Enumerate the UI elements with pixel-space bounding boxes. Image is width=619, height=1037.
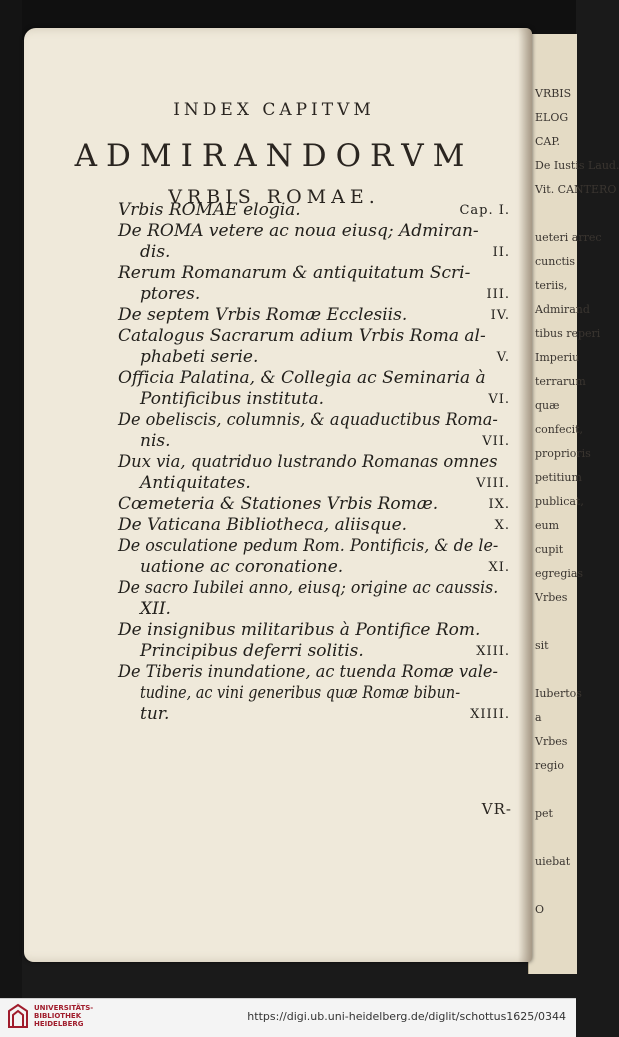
toc-entry xyxy=(118,578,510,620)
facing-page-text: Admirand xyxy=(535,303,590,316)
facing-page-text: cupit xyxy=(535,543,564,556)
toc-entry-text: De septem Vrbis Romæ Ecclesiis. xyxy=(118,305,408,325)
toc-entry-line xyxy=(118,452,510,473)
toc-entry-text: dis. xyxy=(140,242,171,262)
logo-text-line: BIBLIOTHEK xyxy=(34,1012,82,1020)
toc-entry xyxy=(118,662,510,725)
toc-entry-line xyxy=(118,284,510,305)
toc-entry xyxy=(118,200,510,221)
permalink-url[interactable]: https://digi.ub.uni-heidelberg.de/diglit/schottus1625/0344 xyxy=(247,1010,566,1023)
toc-entry-text: Vrbis ROMAE elogia. xyxy=(118,200,301,220)
toc-entry xyxy=(118,515,510,536)
toc-entry-text: Antiquitates. xyxy=(140,473,251,493)
toc-entry-text: De Tiberis inundatione, ac tuenda Romæ vale- xyxy=(118,662,498,682)
toc-entry-text: Catalogus Sacrarum adium Vrbis Roma al- xyxy=(118,326,486,346)
toc-entry-line xyxy=(118,704,510,725)
toc-entry-line xyxy=(118,662,510,683)
index-heading: INDEX CAPITVM xyxy=(173,100,375,120)
toc-entry-text: Rerum Romanarum & antiquitatum Scri- xyxy=(118,263,471,283)
facing-page-text: publicat, xyxy=(535,495,584,508)
toc-entry-text: phabeti serie. xyxy=(140,347,259,367)
toc-entry xyxy=(118,452,510,494)
toc-entry-text: De insignibus militaribus à Pontifice Rom. xyxy=(118,620,481,640)
toc-chapter-number: VIII. xyxy=(476,476,510,491)
toc-entry xyxy=(118,410,510,452)
admirandorum-heading: ADMIRANDORVM xyxy=(74,138,474,174)
toc-chapter-number: Cap. I. xyxy=(459,203,510,218)
toc-entry-text: De osculatione pedum Rom. Pontificis, & de le- xyxy=(118,536,499,556)
toc-entry-line xyxy=(118,473,510,494)
toc-entry-text: Pontificibus instituta. xyxy=(140,389,324,409)
toc-entry-line xyxy=(118,557,510,578)
toc-entry xyxy=(118,326,510,368)
facing-page-text: terrarum xyxy=(535,375,586,388)
toc-entry-line xyxy=(118,389,510,410)
toc-entry xyxy=(118,368,510,410)
toc-entry-text: ptores. xyxy=(140,284,201,304)
facing-page-text: a xyxy=(535,711,542,724)
facing-page-text: tibus reperi xyxy=(535,327,601,340)
toc-chapter-number: IX. xyxy=(488,497,510,512)
toc-entry xyxy=(118,620,510,662)
toc-entry-line xyxy=(118,242,510,263)
toc-chapter-number: VII. xyxy=(482,434,510,449)
facing-page-text: O xyxy=(535,903,545,916)
toc-entry-line xyxy=(118,368,510,389)
toc-entry-text: Cœmeteria & Stationes Vrbis Romæ. xyxy=(118,494,439,514)
toc-entry-line xyxy=(118,599,510,620)
toc-chapter-number: VI. xyxy=(488,392,510,407)
toc-entry-text: XII. xyxy=(140,599,171,619)
facing-page-text: pet xyxy=(535,807,553,820)
facing-page-text: eum xyxy=(535,519,560,532)
page-gutter-shadow xyxy=(518,28,532,962)
toc-entry-text: tudine, ac vini generibus quæ Romæ bibun- xyxy=(140,683,461,703)
toc-entry-line xyxy=(118,536,510,557)
toc-entry-line xyxy=(118,305,510,326)
toc-entry xyxy=(118,305,510,326)
toc-entry-line xyxy=(118,326,510,347)
facing-page-text: quæ xyxy=(535,399,560,412)
toc-entry-line xyxy=(118,578,510,599)
toc-entry xyxy=(118,536,510,578)
urbis-romae-heading: VRBIS ROMAE. xyxy=(168,186,380,208)
facing-page-text: Vit. CANTERO xyxy=(535,183,617,196)
facing-page-text: regio xyxy=(535,759,564,772)
toc-entry-text: nis. xyxy=(140,431,171,451)
toc-entry xyxy=(118,494,510,515)
facing-page-text: cunctis xyxy=(535,255,576,268)
facing-page-text: uiebat xyxy=(535,855,571,868)
toc-entry-text: De ROMA vetere ac noua eiusq; Admiran- xyxy=(118,221,479,241)
toc-chapter-number: XIII. xyxy=(476,644,510,659)
toc-entry-line xyxy=(118,515,510,536)
scan-background-left xyxy=(0,0,22,1000)
toc-entry xyxy=(118,221,510,263)
facing-page-text: Vrbes xyxy=(535,735,568,748)
toc-entry-line xyxy=(118,431,510,452)
facing-page-edge xyxy=(528,34,619,974)
facing-page-text: De Iustis Laud. xyxy=(535,159,619,172)
toc-chapter-number: III. xyxy=(486,287,510,302)
toc-chapter-number: XIIII. xyxy=(470,707,510,722)
toc-entry-text: tur. xyxy=(140,704,170,724)
facing-page-text: Vrbes xyxy=(535,591,568,604)
toc-entry-text: Dux via, quatriduo lustrando Romanas omnes xyxy=(118,452,498,472)
facing-page-text: sit xyxy=(535,639,549,652)
toc-entry-line xyxy=(118,683,510,704)
toc-entry-text: De Vaticana Bibliotheca, aliisque. xyxy=(118,515,408,535)
toc-entry-text: uatione ac coronatione. xyxy=(140,557,344,577)
toc-entry xyxy=(118,263,510,305)
university-library-logo-text xyxy=(34,1004,93,1028)
facing-page-text: CAP. xyxy=(535,135,561,148)
toc-entry-line xyxy=(118,494,510,515)
facing-page-text: petitium xyxy=(535,471,582,484)
logo-text-line: UNIVERSITÄTS- xyxy=(34,1004,94,1012)
toc-chapter-number: XI. xyxy=(488,560,510,575)
facing-page-text: teriis, xyxy=(535,279,568,292)
toc-entry-line xyxy=(118,200,510,221)
toc-entry-text: Officia Palatina, & Collegia ac Seminaria à xyxy=(118,368,486,388)
facing-page-text: Imperiu xyxy=(535,351,580,364)
toc-entry-line xyxy=(118,410,510,431)
toc-chapter-number: X. xyxy=(494,518,510,533)
facing-page-text: ELOG xyxy=(535,111,569,124)
facing-page-text: egregias xyxy=(535,567,584,580)
facing-page-text: proprioris xyxy=(535,447,591,460)
toc-entry-line xyxy=(118,620,510,641)
logo-text-line: HEIDELBERG xyxy=(34,1020,84,1028)
toc-chapter-number: V. xyxy=(496,350,510,365)
toc-entry-line xyxy=(118,641,510,662)
toc-entry-line xyxy=(118,347,510,368)
toc-entry-line xyxy=(118,221,510,242)
university-library-logo-icon[interactable] xyxy=(6,1003,30,1029)
viewer-footer xyxy=(0,998,576,1037)
facing-page-text: confecit, xyxy=(535,423,584,436)
facing-page-text: VRBIS xyxy=(535,87,572,100)
toc-chapter-number: II. xyxy=(492,245,510,260)
toc-entry-line xyxy=(118,263,510,284)
toc-entry-text: De obeliscis, columnis, & aquaductibus Roma- xyxy=(118,410,498,430)
facing-page-text: ueteri arrec xyxy=(535,231,602,244)
toc-chapter-number: IV. xyxy=(490,308,510,323)
table-of-contents xyxy=(118,200,510,725)
toc-entry-text: Principibus deferri solitis. xyxy=(140,641,364,661)
facing-page-text: Iubertos xyxy=(535,687,582,700)
catchword: VR- xyxy=(481,800,512,818)
toc-entry-text: De sacro Iubilei anno, eiusq; origine ac caussis. xyxy=(118,578,499,598)
